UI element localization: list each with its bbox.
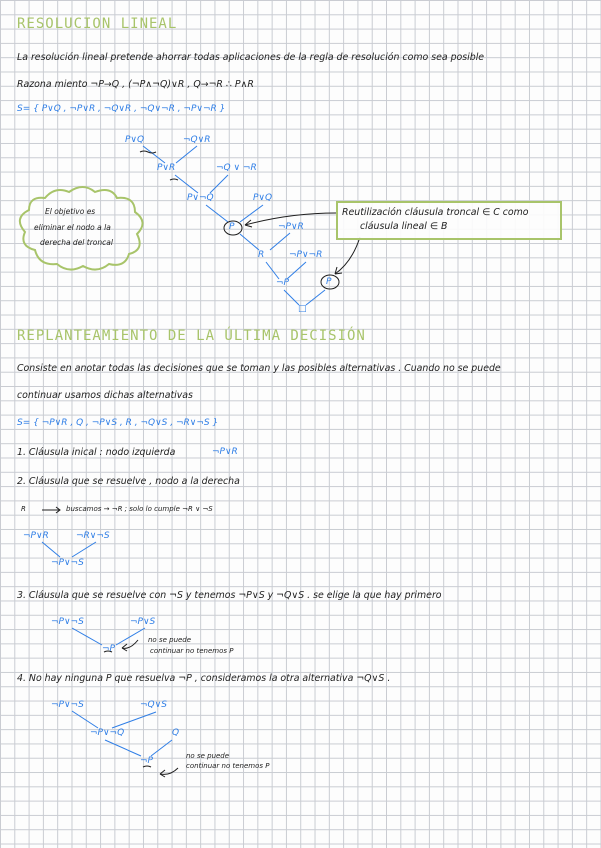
step4-tree-node: ¬Q∨S <box>140 700 167 710</box>
tree1-node: R <box>258 250 265 260</box>
section1-intro: La resolución lineal pretende ahorrar todas aplicaciones de la regla de resolución como sea posible <box>17 52 485 63</box>
step4-note-line: no se puede <box>186 752 230 760</box>
cloud-note-line: eliminar el nodo a la <box>34 223 111 232</box>
step1-text: 1. Cláusula inical : nodo izquierda <box>17 447 176 458</box>
step3-note-line: continuar no tenemos P <box>150 647 234 655</box>
step2-aside-r: R <box>21 505 26 513</box>
step1-value: ¬P∨R <box>212 447 238 457</box>
tree1-node: ¬P∨¬R <box>289 250 323 260</box>
step2-text: 2. Cláusula que se resuelve , nodo a la derecha <box>17 476 240 487</box>
section2-intro-line: Consiste en anotar todas las decisiones que se toman y las posibles alternativas . Cuando no se puede <box>17 363 501 374</box>
reasoning-line: Razona miento ¬P→Q , (¬P∧¬Q)∨R , Q→¬R ∴ P∧R <box>17 79 254 90</box>
tree1-node: ¬Q ∨ ¬R <box>216 163 257 173</box>
tree1-node: P <box>326 277 332 287</box>
box-note-line: Reutilización cláusula troncal ∈ C como <box>342 207 529 218</box>
tree1-node: P∨¬Q <box>187 193 214 203</box>
tree1-node: ¬Q∨R <box>183 135 211 145</box>
box-note-line: cláusula lineal ∈ B <box>360 221 448 232</box>
step3-tree-node: ¬P∨S <box>130 617 156 627</box>
step4-tree-node: ¬P∨¬Q <box>90 728 125 738</box>
step2-tree-node: ¬P∨¬S <box>51 558 84 568</box>
step2-aside-text: buscamos → ¬R ; solo lo cumple ¬R ∨ ¬S <box>66 505 213 513</box>
tree1-node: P∨Q <box>125 135 145 145</box>
section2-intro-line: continuar usamos dichas alternativas <box>17 390 193 401</box>
cloud-note-line: derecha del troncal <box>40 238 113 247</box>
tree1-node: P <box>229 222 235 232</box>
cloud-note-line: El objetivo es <box>45 207 96 216</box>
section2-title: REPLANTEAMIENTO DE LA ÚLTIMA DECISIÓN <box>17 328 366 344</box>
section1-title: RESOLUCION LINEAL <box>17 16 178 32</box>
step3-note-line: no se puede <box>148 636 192 644</box>
step3-text: 3. Cláusula que se resuelve con ¬S y tenemos ¬P∨S y ¬Q∨S . se elige la que hay primero <box>17 590 442 601</box>
step4-text: 4. No hay ninguna P que resuelva ¬P , consideramos la otra alternativa ¬Q∨S . <box>17 673 391 684</box>
step3-tree-node: ¬P <box>102 644 115 654</box>
step4-tree-node: ¬P <box>140 756 153 766</box>
step4-note-line: continuar no tenemos P <box>186 762 270 770</box>
tree1-node: P∨R <box>157 163 176 173</box>
step4-tree-node: ¬P∨¬S <box>51 700 84 710</box>
step3-tree-node: ¬P∨¬S <box>51 617 84 627</box>
step4-tree-node: Q <box>172 728 180 738</box>
tree1-node: ¬P <box>276 278 289 288</box>
tree1-node: ¬P∨R <box>278 222 304 232</box>
step2-tree-node: ¬P∨R <box>23 531 49 541</box>
tree1-empty-clause: □ <box>298 304 307 314</box>
tree1-node: P∨Q <box>253 193 273 203</box>
clause-set-2: S= { ¬P∨R , Q , ¬P∨S , R , ¬Q∨S , ¬R∨¬S } <box>17 418 219 428</box>
clause-set-1: S= { P∨Q , ¬P∨R , ¬Q∨R , ¬Q∨¬R , ¬P∨¬R } <box>17 104 226 114</box>
step2-tree-node: ¬R∨¬S <box>76 531 110 541</box>
